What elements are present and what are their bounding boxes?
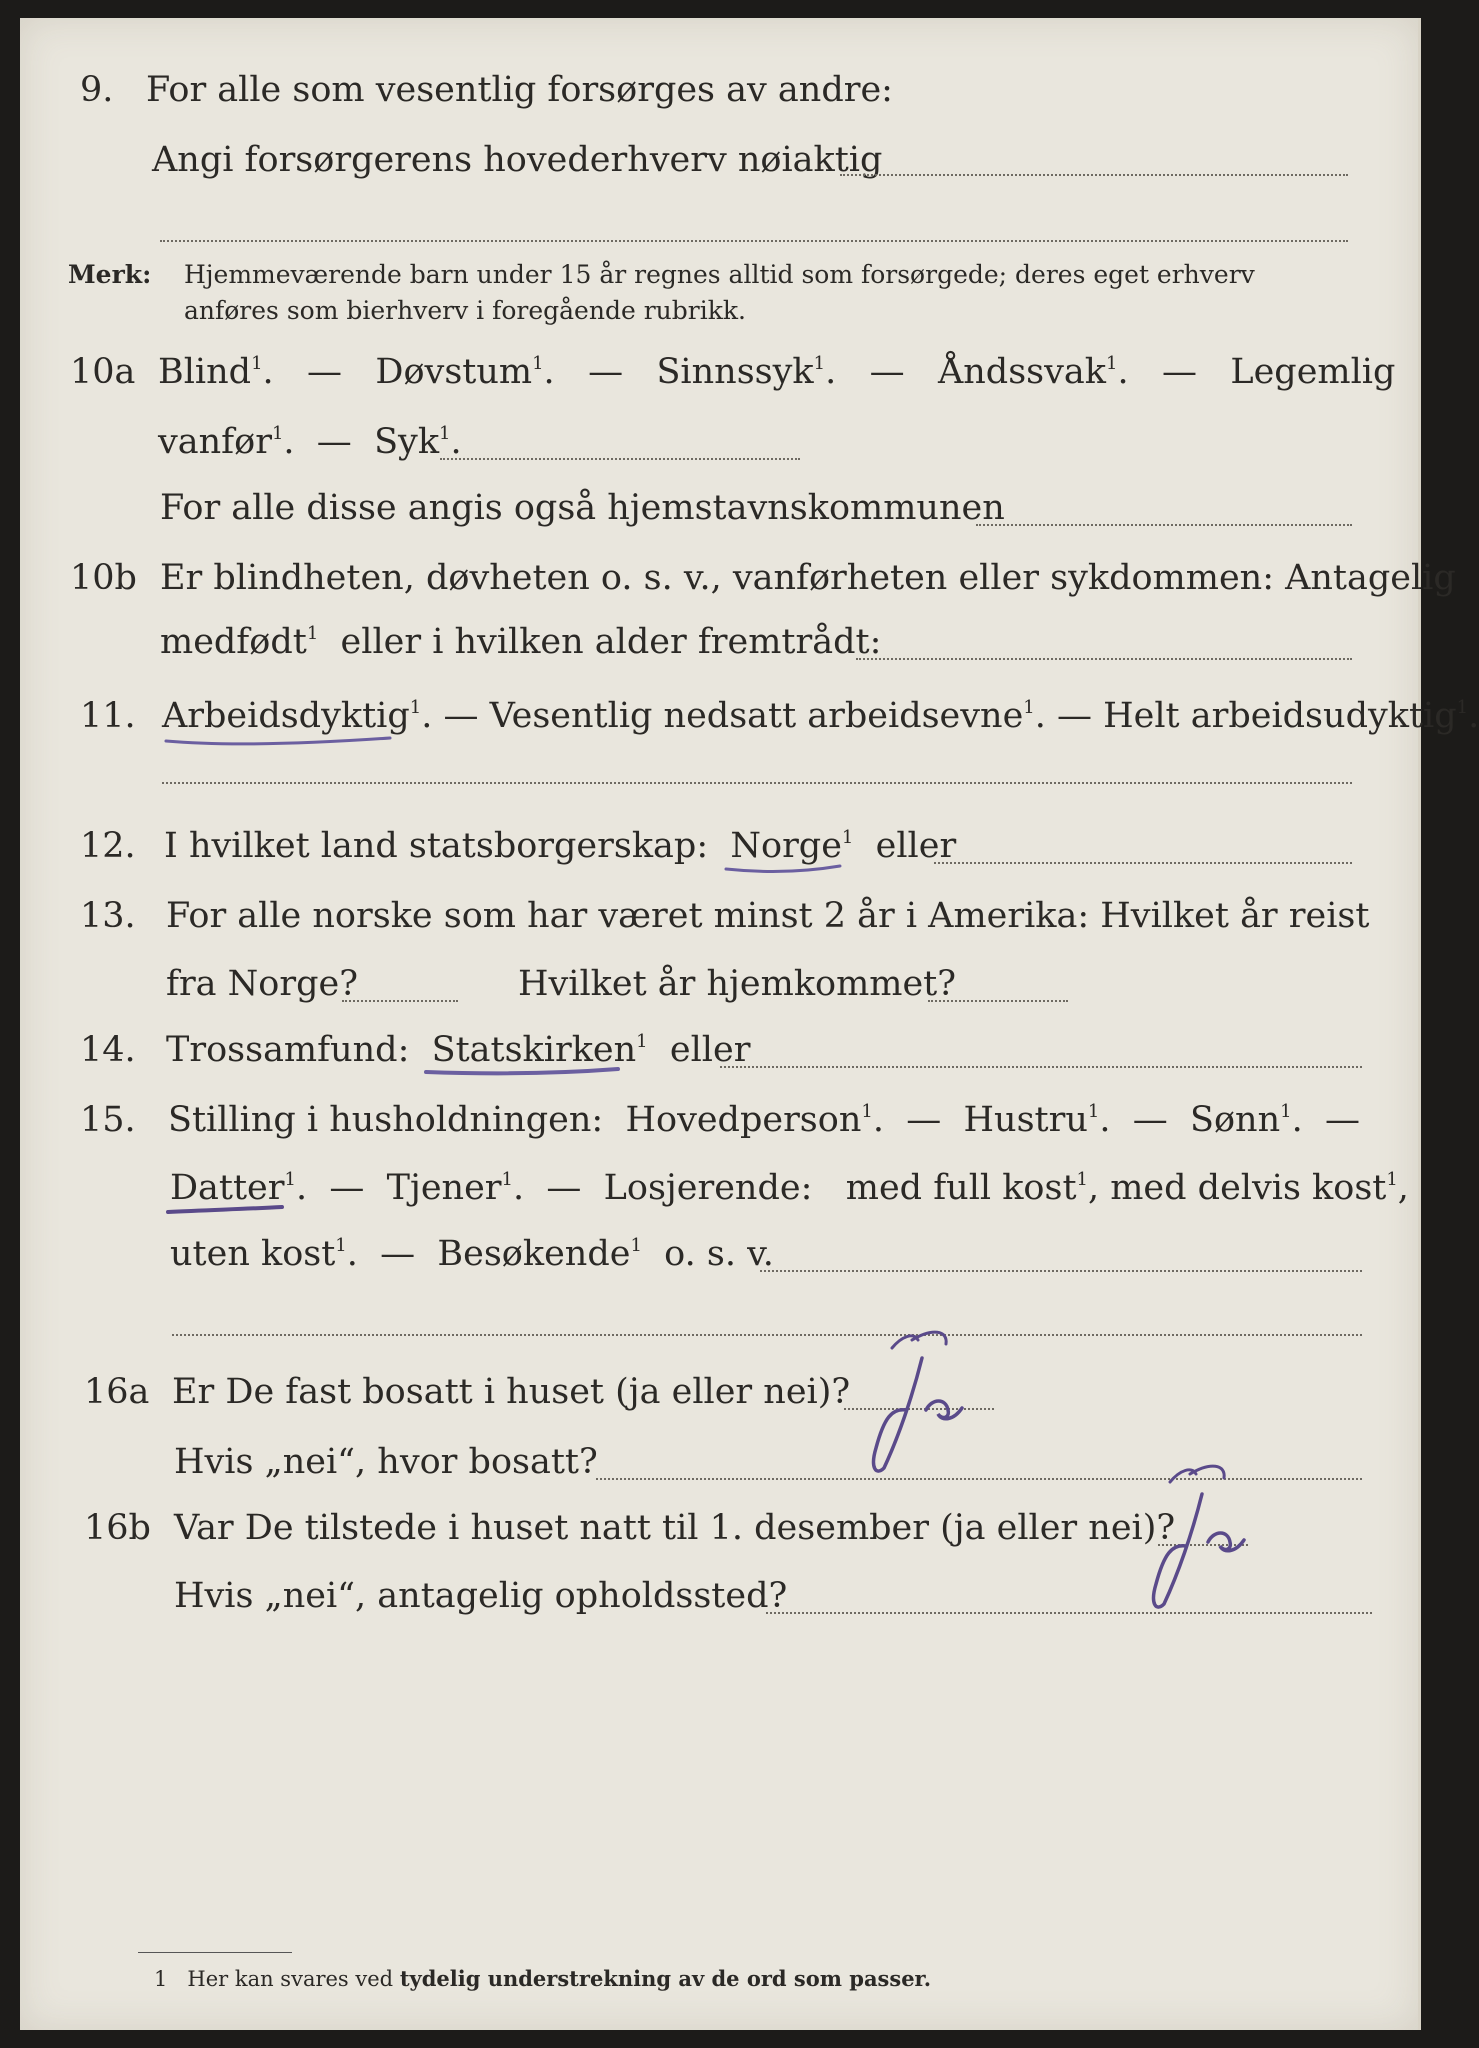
option-uten-kost[interactable]: uten kost <box>170 1234 336 1274</box>
q15-line1: Stilling i husholdningen: Hovedperson$^1$. — Hustru$^1$. — Sønn$^1$. — <box>168 1100 1360 1140</box>
q9-answer-line-2[interactable] <box>160 240 1348 242</box>
footnote: 1 Her kan svares ved tydelig understrekning av de ord som passer. <box>154 1966 932 1991</box>
q14-line: Trossamfund: Statskirken$^1$ eller <box>166 1030 750 1070</box>
q10a-hjemstavn-line[interactable] <box>976 524 1352 526</box>
option-arbeidsdyktig[interactable]: Arbeidsdyktig$^1$ <box>162 696 421 736</box>
option-dovstum[interactable]: Døvstum <box>375 352 533 392</box>
q15-line2: Datter$^1$ . — Tjener$^1$. — Losjerende: med full kost$^1$, med delvis kost$^1$, <box>170 1168 1409 1208</box>
footnote-mark: 1 <box>154 1967 168 1991</box>
option-legemlig[interactable]: Legemlig <box>1230 352 1396 392</box>
option-full-kost[interactable]: med full kost <box>845 1168 1077 1208</box>
option-sinnssyk[interactable]: Sinnssyk <box>656 352 814 392</box>
option-statskirken[interactable]: Statskirken$^1$ <box>432 1030 648 1070</box>
merk-line2: anføres som bierhverv i foregående rubrikk. <box>184 296 746 325</box>
q9-number: 9. <box>80 70 114 110</box>
q12-line: I hvilket land statsborgerskap: Norge$^1$ eller <box>164 826 956 866</box>
option-syk[interactable]: Syk <box>374 422 440 462</box>
option-tjener[interactable]: Tjener <box>386 1168 502 1208</box>
q13-number: 13. <box>80 896 136 936</box>
q10a-line2: vanfør$^1$. — Syk$^1$. <box>158 422 462 462</box>
q13-fra: fra Norge? <box>166 964 358 1004</box>
option-norge[interactable]: Norge$^1$ <box>730 826 853 866</box>
q10b-line2: medfødt$^1$ eller i hvilken alder fremtrådt: <box>160 622 882 662</box>
q16b-line1: Var De tilstede i huset natt til 1. desember (ja eller nei)? <box>174 1508 1176 1548</box>
option-datter[interactable]: Datter$^1$ <box>170 1168 296 1208</box>
q16b-answer-line[interactable] <box>1158 1544 1248 1546</box>
merk-line1: Hjemmeværende barn under 15 år regnes alltid som forsørgede; deres eget erhverv <box>184 260 1255 289</box>
q15-number: 15. <box>80 1100 136 1140</box>
q10b-line1: Er blindheten, døvheten o. s. v., vanførheten eller sykdommen: Antagelig <box>160 558 1456 598</box>
q11-line: Arbeidsdyktig$^1$ . — Vesentlig nedsatt arbeidsevne$^1$. — Helt arbeidsudyktig$^1$. <box>162 696 1479 736</box>
footnote-rule <box>138 1952 292 1953</box>
q16a-bosatt-line[interactable] <box>596 1478 1362 1480</box>
q10a-number: 10a <box>70 352 136 392</box>
option-sonn[interactable]: Sønn <box>1189 1100 1281 1140</box>
q16a-line2: Hvis „nei“, hvor bosatt? <box>174 1442 598 1482</box>
footnote-bold: tydelig understrekning av de ord som passer. <box>399 1966 932 1991</box>
q10a-line3: For alle disse angis også hjemstavnskommunen <box>160 488 1005 528</box>
q11-number: 11. <box>80 696 136 736</box>
handwritten-answer-16a <box>862 1318 982 1478</box>
q9-line1: For alle som vesentlig forsørges av andre: <box>146 70 893 110</box>
q15-line3: uten kost$^1$. — Besøkende$^1$ o. s. v. <box>170 1234 774 1274</box>
q16b-opholdssted-line[interactable] <box>766 1612 1372 1614</box>
q12-number: 12. <box>80 826 136 866</box>
q13-reist-line[interactable] <box>342 1000 458 1002</box>
q16a-number: 16a <box>84 1372 150 1412</box>
q16a-line1: Er De fast bosatt i huset (ja eller nei)? <box>172 1372 851 1412</box>
option-hustru[interactable]: Hustru <box>963 1100 1088 1140</box>
q16b-number: 16b <box>84 1508 151 1548</box>
q10b-number: 10b <box>70 558 137 598</box>
q16a-answer-line[interactable] <box>844 1408 994 1410</box>
option-delvis-kost[interactable]: , med delvis kost <box>1087 1168 1387 1208</box>
option-vanfor[interactable]: vanfør <box>158 422 272 462</box>
q14-number: 14. <box>80 1030 136 1070</box>
option-besokende[interactable]: Besøkende <box>437 1234 631 1274</box>
q9-answer-line[interactable] <box>840 174 1348 176</box>
q12-answer-line[interactable] <box>934 862 1352 864</box>
q15-answer-line-2[interactable] <box>172 1334 1362 1336</box>
option-andssvak[interactable]: Åndssvak <box>937 352 1106 392</box>
q13-hjem-line[interactable] <box>928 1000 1068 1002</box>
q11-answer-line[interactable] <box>162 782 1352 784</box>
q14-answer-line[interactable] <box>720 1066 1362 1068</box>
option-hovedperson[interactable]: Hovedperson <box>625 1100 862 1140</box>
q10a-syk-line[interactable] <box>440 458 800 460</box>
q9-line2: Angi forsørgerens hovederhverv nøiaktig <box>152 140 883 180</box>
q10b-answer-line[interactable] <box>856 658 1352 660</box>
q10a-line1: Blind$^1$. — Døvstum$^1$. — Sinnssyk$^1$. — Åndssvak$^1$. — Legemlig <box>158 352 1396 392</box>
merk-label: Merk: <box>68 260 152 289</box>
q13-hjem: Hvilket år hjemkommet? <box>518 964 957 1004</box>
q16b-line2: Hvis „nei“, antagelig opholdssted? <box>174 1576 788 1616</box>
q15-answer-line[interactable] <box>760 1270 1362 1272</box>
census-form-page <box>20 18 1479 2030</box>
q13-line1: For alle norske som har været minst 2 år i Amerika: Hvilket år reist <box>166 896 1370 936</box>
option-blind[interactable]: Blind <box>158 352 252 392</box>
